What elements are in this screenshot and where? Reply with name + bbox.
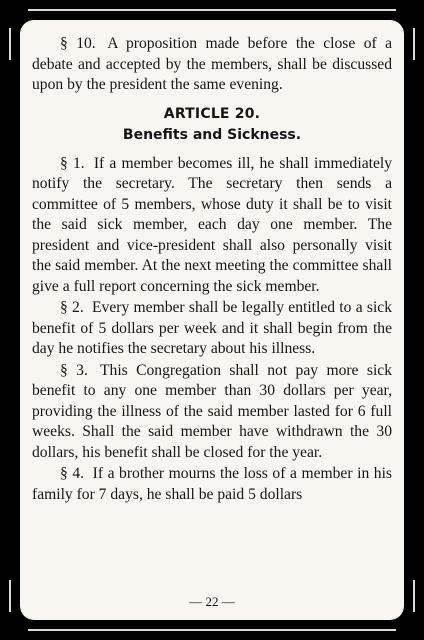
section-mark: § 1. [60, 154, 85, 172]
section-text: Every member shall be legally entitled to a sick benefit of 5 dollars per week and it shall begin from the day he notifies the secretary about his illness. [32, 299, 392, 357]
section-mark: § 4. [60, 465, 85, 482]
article-section-1 [32, 154, 392, 298]
section-text: If a brother mourns the loss of a member in his family for 7 days, he shall be paid 5 dollars [32, 465, 393, 503]
section-mark: § 10. [60, 35, 96, 52]
frame-top-line [28, 9, 396, 11]
section-text: A proposition made before the close of a debate and accepted by the members, shall be discussed upon by the president the same evening. [32, 35, 392, 93]
frame-left-top-line [9, 28, 11, 60]
section-text: If a member becomes ill, he shall immediately notify the secretary. The secretary then sends a committee of 5 members, whose duty it shall be to visit the said sick member, each day one member. The president and vice-president shall also personally visit the said member. At the next meeting the committee shall give a full report concerning the sick member. [32, 154, 392, 295]
frame-right-top-line [413, 28, 415, 60]
article-subtitle: Benefits and Sickness. [122, 126, 302, 143]
page-number: — 22 — [189, 594, 235, 609]
frame-bottom-line [28, 629, 396, 631]
article-section-3 [32, 361, 392, 464]
article-title: ARTICLE 20. [163, 105, 261, 122]
section-10 [32, 34, 392, 96]
document-body [32, 34, 392, 505]
section-mark: § 3. [60, 361, 88, 379]
frame-left-bottom-line [9, 580, 11, 612]
article-section-2 [32, 298, 392, 360]
document-page [20, 20, 404, 620]
frame-right-bottom-line [413, 580, 415, 612]
section-mark: § 2. [60, 299, 84, 316]
article-section-4 [32, 464, 392, 505]
section-text: This Congregation shall not pay more sick benefit to any one member than 30 dollars per year, providing the illness of the said member lasted for 6 full weeks. Shall the said member have withdrawn the 30 dollars, his benefit shall be closed for the year. [32, 361, 392, 461]
